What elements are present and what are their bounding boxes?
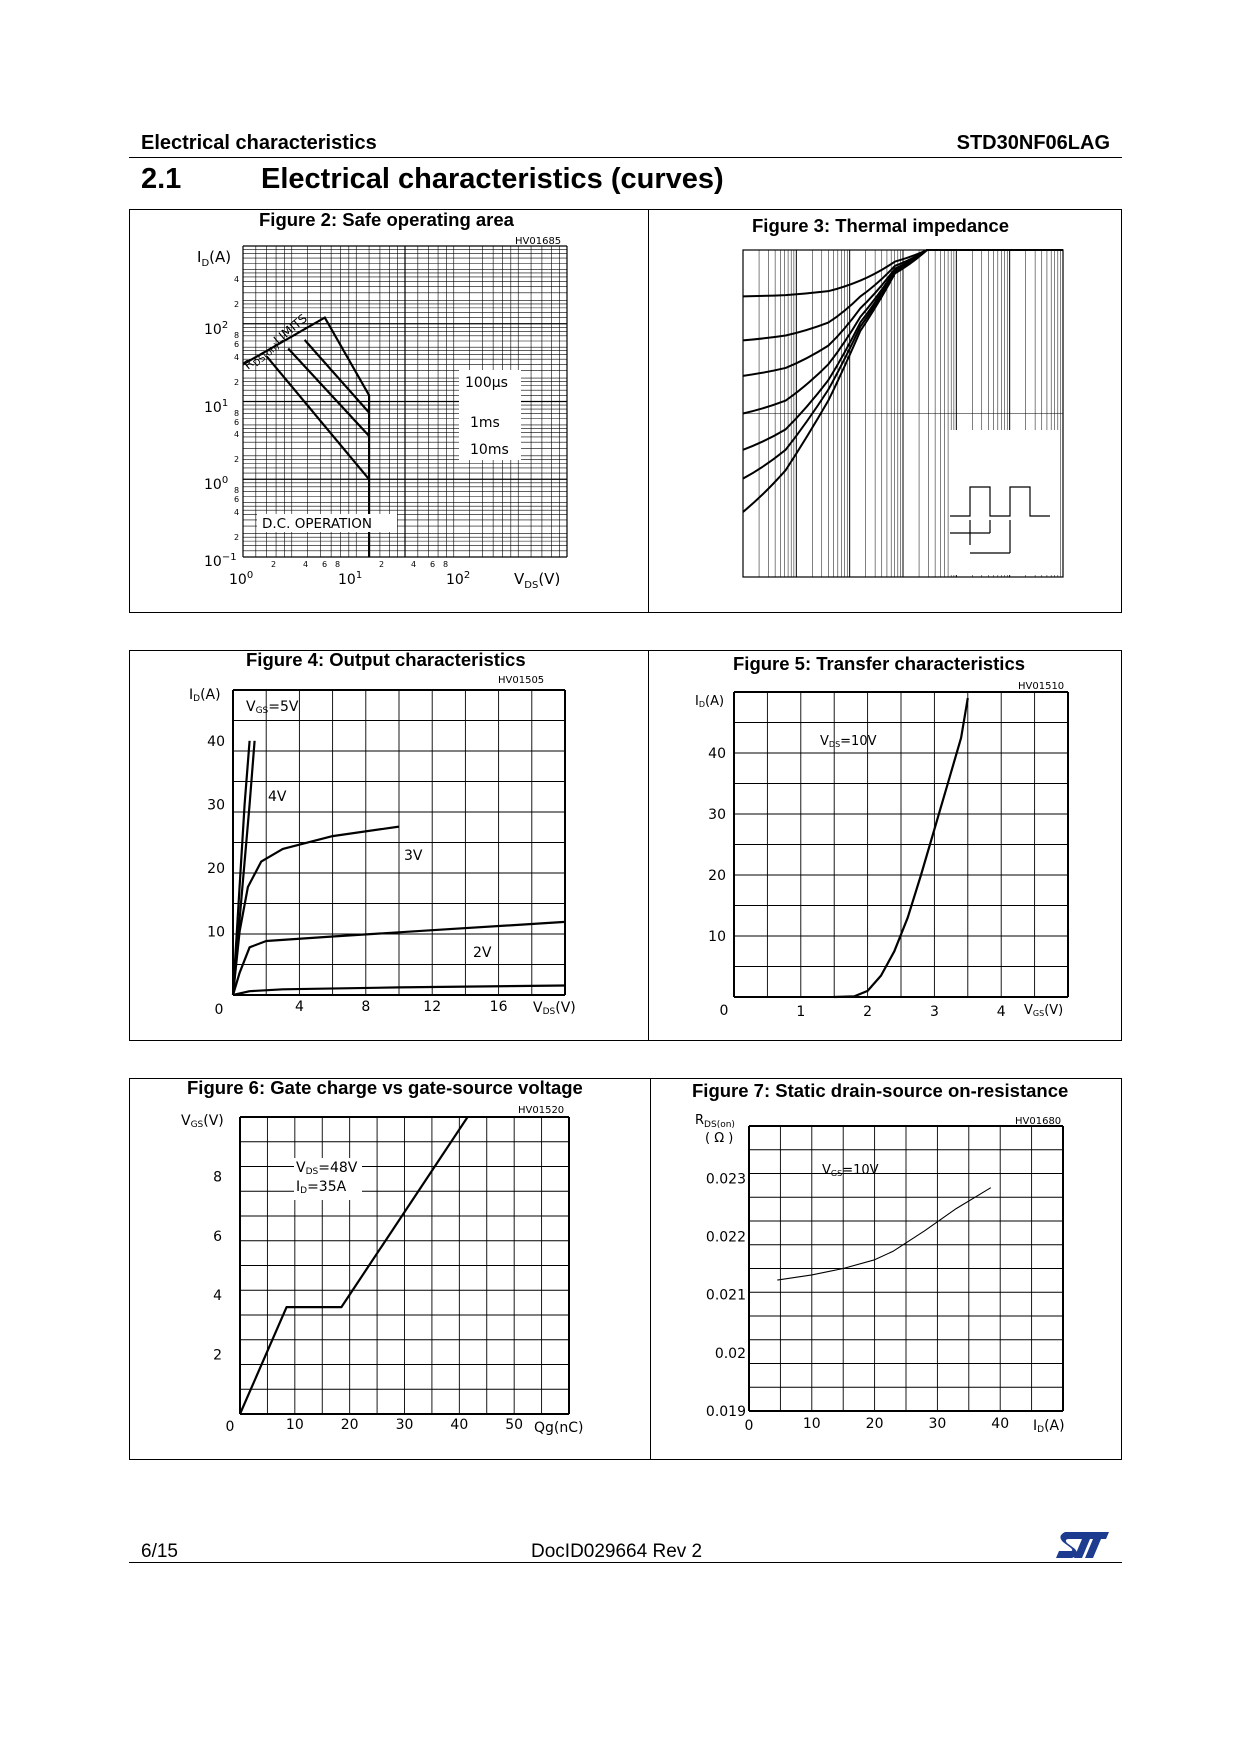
fig2-mtick-y: 2 <box>234 455 240 464</box>
fig6-origin-tick: 0 <box>225 1419 235 1435</box>
fig4-ytick: 40 <box>207 733 225 750</box>
fig7-xtick: 20 <box>865 1416 884 1432</box>
fig5-xtick: 3 <box>929 1004 939 1020</box>
fig2-mtick-x: 8 <box>443 560 449 569</box>
fig7-origin-tick: 0 <box>744 1418 754 1434</box>
fig7-xtick: 30 <box>928 1416 947 1432</box>
fig4-xlabel: VDS(V) <box>533 1000 576 1017</box>
fig4-origin-tick: 0 <box>214 1002 224 1018</box>
fig2-xlabel: $V_{DS}(V)$ <box>514 570 561 591</box>
fig6-xtick: 50 <box>505 1417 524 1433</box>
st-logo-icon <box>1055 1528 1111 1562</box>
fig7-series-line <box>777 1188 991 1280</box>
fig7-ytick: 0.019 <box>705 1404 746 1420</box>
fig6-cond-vds: VDS=48V <box>296 1160 358 1177</box>
fig5-ytick: 30 <box>708 807 726 823</box>
fig6-ytick: 2 <box>213 1347 222 1364</box>
fig2-mtick-x: 6 <box>430 560 436 569</box>
fig2-ytick-1e-1: $10^{-1}$ <box>204 552 237 570</box>
fig5-ytick: 20 <box>708 868 726 884</box>
fig2-mtick-y: 6 <box>234 418 240 427</box>
fig6-ytick: 6 <box>213 1228 222 1245</box>
figure-4-title: Figure 4: Output characteristics <box>246 649 526 670</box>
fig7-code: HV01680 <box>1015 1116 1062 1127</box>
fig5-vds-label: VDS=10V <box>820 734 877 749</box>
fig7-ytick: 0.02 <box>714 1345 746 1362</box>
fig4-ylabel: ID(A) <box>189 687 221 704</box>
fig4-xtick: 4 <box>294 999 304 1015</box>
fig6-ytick: 8 <box>213 1169 222 1186</box>
fig5-xtick: 2 <box>863 1004 873 1020</box>
fig2-mtick-y: 4 <box>234 430 240 439</box>
fig2-ytick-1e2: $10^2$ <box>204 320 229 338</box>
fig5-origin-tick: 0 <box>719 1003 729 1019</box>
fig2-mtick-y: 8 <box>234 409 240 418</box>
fig4-ytick: 20 <box>207 860 225 877</box>
fig2-mtick-y: 8 <box>234 486 240 495</box>
fig6-xtick: 10 <box>285 1417 304 1433</box>
fig2-ylabel: $I_D(A)$ <box>197 248 232 269</box>
running-header-left: Electrical characteristics <box>141 132 377 154</box>
fig2-xtick-1e0: $10^0$ <box>229 570 254 588</box>
fig7-xtick: 10 <box>802 1416 821 1432</box>
fig2-mtick-y: 8 <box>234 331 240 340</box>
fig7-yunit: ( Ω ) <box>705 1131 734 1146</box>
fig5-ylabel: ID(A) <box>695 694 725 709</box>
fig2-mtick-y: 2 <box>234 533 240 542</box>
fig2-mtick-y: 6 <box>234 340 240 349</box>
fig2-mtick-y: 6 <box>234 495 240 504</box>
fig6-ylabel: VGS(V) <box>181 1113 224 1130</box>
fig5-xlabel: VGS(V) <box>1024 1003 1064 1018</box>
fig2-ytick-1e0: $10^0$ <box>204 475 229 493</box>
fig7-ticks <box>706 1171 1009 1434</box>
fig6-xtick: 20 <box>340 1417 359 1433</box>
fig2-mtick-x: 2 <box>379 560 385 569</box>
fig2-mtick-y: 4 <box>234 508 240 517</box>
fig2-label-1ms: 1ms <box>470 415 500 431</box>
figure-6-title: Figure 6: Gate charge vs gate-source voltage <box>187 1077 583 1098</box>
fig2-xtick-1e1: $10^1$ <box>338 570 363 588</box>
section-title: Electrical characteristics (curves) <box>261 163 724 195</box>
fig6-xtick: 40 <box>450 1417 469 1433</box>
fig4-xtick: 12 <box>423 999 442 1015</box>
fig7-ytick: 0.023 <box>705 1171 746 1188</box>
fig4-code: HV01505 <box>498 675 545 686</box>
fig4-label-3v: 3V <box>404 848 423 864</box>
fig2-mtick-y: 4 <box>234 275 240 284</box>
fig2-mtick-x: 2 <box>271 560 277 569</box>
fig4-label-4v: 4V <box>268 789 287 805</box>
figure-2-title: Figure 2: Safe operating area <box>259 209 514 230</box>
fig2-mtick-y: 2 <box>234 300 240 309</box>
figure-7-title: Figure 7: Static drain-source on-resistance <box>692 1080 1069 1101</box>
fig4-ytick: 10 <box>207 924 225 941</box>
fig2-label-dc: D.C. OPERATION <box>262 516 372 532</box>
fig7-ytick: 0.022 <box>705 1229 746 1246</box>
fig2-code: HV01685 <box>515 236 562 247</box>
fig2-mtick-x: 8 <box>335 560 341 569</box>
fig4-xtick: 8 <box>361 999 371 1015</box>
fig4-label-2v: 2V <box>473 945 492 961</box>
figure-3-title: Figure 3: Thermal impedance <box>752 215 1010 236</box>
fig5-xtick: 1 <box>796 1004 806 1020</box>
footer-doc-id: DocID029664 Rev 2 <box>531 1541 703 1562</box>
fig2-mtick-y: 4 <box>234 353 240 362</box>
fig6-xtick: 30 <box>395 1417 414 1433</box>
footer-page-number: 6/15 <box>141 1541 178 1562</box>
fig2-ytick-1e1: $10^1$ <box>204 398 229 416</box>
fig7-ytick: 0.021 <box>705 1287 746 1304</box>
fig4-ytick: 30 <box>207 797 225 814</box>
fig5-code: HV01510 <box>1018 681 1065 692</box>
fig7-curves <box>777 1188 991 1280</box>
fig4-xtick: 16 <box>489 999 508 1015</box>
fig7-ylabel: $R_{DS(on)}$ <box>695 1113 735 1130</box>
fig5-ytick: 10 <box>708 929 726 945</box>
fig2-mtick-x: 6 <box>322 560 328 569</box>
fig4-vgs-label: VGS=5V <box>246 699 299 716</box>
fig7-xlabel: ID(A) <box>1033 1418 1065 1435</box>
fig2-mtick-x: 4 <box>303 560 309 569</box>
running-header-right: STD30NF06LAG <box>956 132 1110 154</box>
fig2-mtick-x: 4 <box>411 560 417 569</box>
fig6-cond-id: ID=35A <box>296 1179 347 1196</box>
fig7-grid <box>749 1126 1063 1411</box>
fig6-ytick: 4 <box>213 1288 222 1305</box>
fig2-mtick-y: 2 <box>234 378 240 387</box>
fig7-vgs-label: VGS=10V <box>822 1163 879 1178</box>
figure-5-title: Figure 5: Transfer characteristics <box>733 653 1026 674</box>
fig2-xtick-1e2: $10^2$ <box>446 570 471 588</box>
fig6-xlabel: Qg(nC) <box>534 1420 584 1436</box>
fig2-label-100us: 100μs <box>465 375 508 391</box>
fig7-xtick: 40 <box>991 1416 1010 1432</box>
section-number: 2.1 <box>141 163 182 195</box>
fig2-label-10ms: 10ms <box>470 442 509 458</box>
fig5-xtick: 4 <box>996 1004 1006 1020</box>
footer-rule <box>129 1562 1122 1563</box>
fig2-rds-limits-label: $R_{DS(on)}LIMITS$ <box>240 311 310 373</box>
fig5-ytick: 40 <box>708 746 726 762</box>
fig6-code: HV01520 <box>518 1105 565 1116</box>
